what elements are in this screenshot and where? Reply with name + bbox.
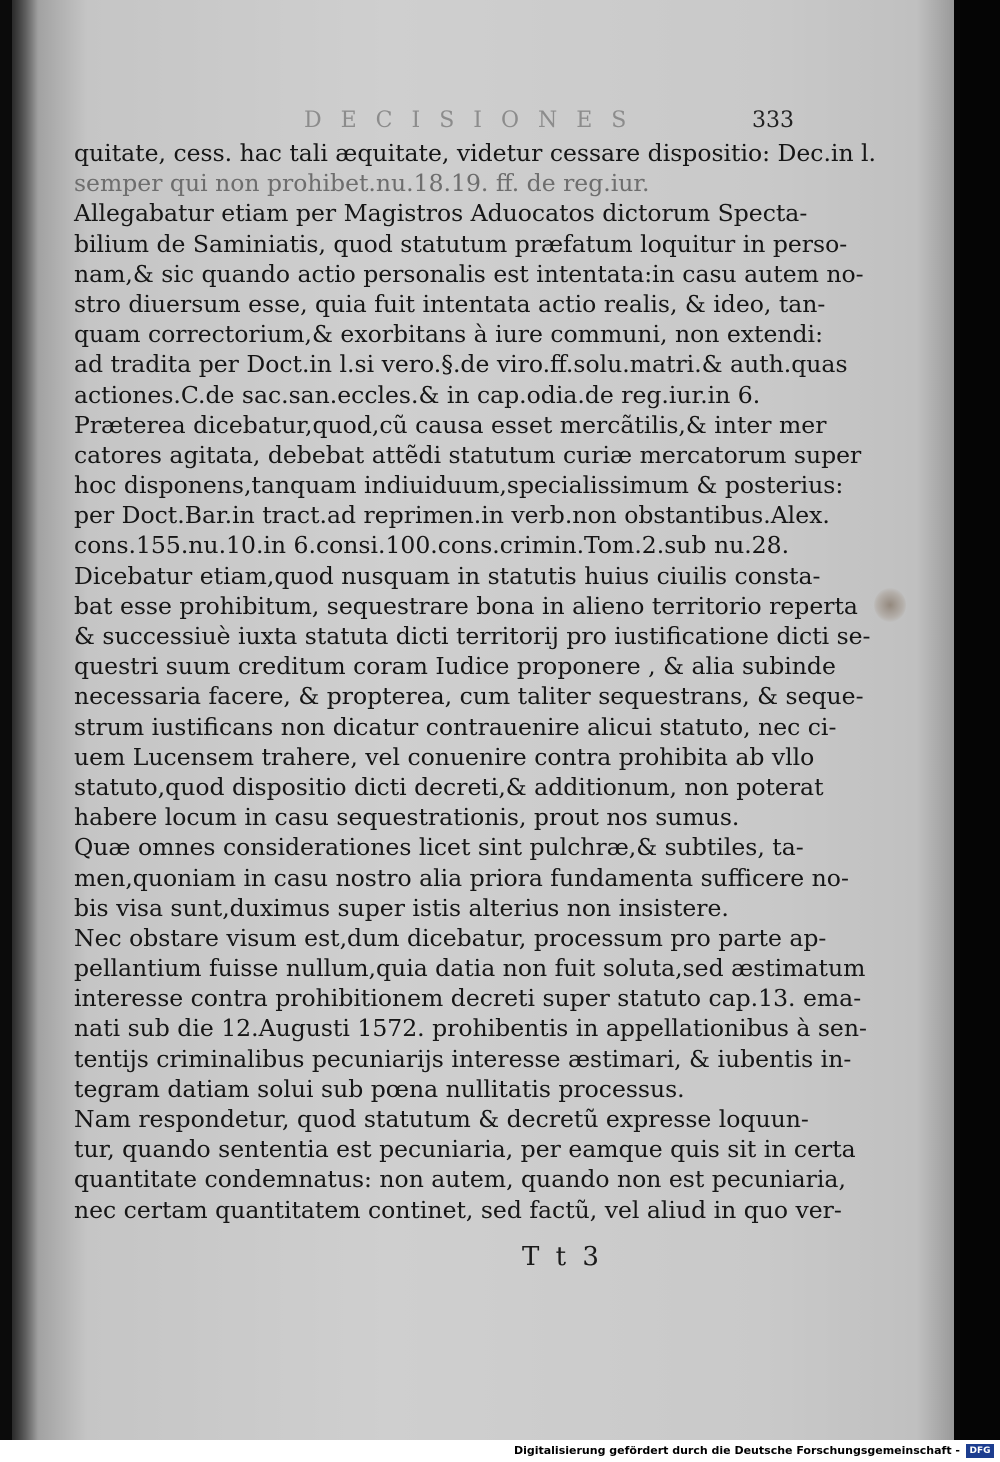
- text-line: Dicebatur etiam,quod nusquam in statutis huius ciuilis consta-: [74, 561, 821, 590]
- text-line: nam,& sic quando actio personalis est intentata:in casu autem no-: [74, 259, 864, 288]
- text-line: pellantium fuisse nullum,quia datia non fuit soluta,sed æstimatum: [74, 954, 866, 983]
- text-line: & successiuè iuxta statuta dicti territorij pro iustificatione dicti se-: [74, 622, 871, 650]
- text-line: hoc disponens,tanquam indiuiduum,specialissimum & posterius:: [74, 471, 844, 500]
- text-line: Nam respondetur, quod statutum & decretũ expresse loquun-: [74, 1105, 809, 1133]
- page-number: 333: [752, 108, 794, 133]
- text-line: semper qui non prohibet.nu.18.19. ff. de reg.iur.: [74, 169, 650, 198]
- text-line: Allegabatur etiam per Magistros Aduocatos dictorum Specta-: [74, 199, 808, 228]
- text-line: men,quoniam in casu nostro alia priora fundamenta sufficere no-: [74, 863, 849, 892]
- text-line: interesse contra prohibitionem decreti super statuto cap.13. ema-: [74, 984, 862, 1013]
- text-line: Quæ omnes considerationes licet sint pulchræ,& subtiles, ta-: [74, 833, 804, 862]
- text-line: cons.155.nu.10.in 6.consi.100.cons.crimin.Tom.2.sub nu.28.: [74, 531, 790, 560]
- text-line: stro diuersum esse, quia fuit intentata actio realis, & ideo, tan-: [74, 289, 826, 318]
- text-line: nec certam quantitatem continet, sed factũ, vel aliud in quo ver-: [74, 1195, 842, 1224]
- scanner-edge: [954, 0, 1000, 1440]
- credit-text: Digitalisierung gefördert durch die Deutsche Forschungsgemeinschaft -: [513, 1444, 960, 1457]
- page-header: [74, 108, 794, 138]
- text-line: Nec obstare visum est,dum dicebatur, processum pro parte ap-: [74, 923, 827, 952]
- text-line: catores agitata, debebat attẽdi statutum curiæ mercatorum super: [74, 440, 862, 469]
- text-line: per Doct.Bar.in tract.ad reprimen.in verb.non obstantibus.Alex.: [74, 501, 830, 530]
- text-line: strum iustificans non dicatur contrauenire alicui statuto, nec ci-: [74, 712, 837, 741]
- running-title: D E C I S I O N E S: [304, 108, 633, 133]
- text-line: statuto,quod dispositio dicti decreti,& additionum, non poterat: [74, 772, 824, 801]
- text-line: quam correctorium,& exorbitans à iure communi, non extendi:: [74, 320, 823, 349]
- text-line: ad tradita per Doct.in l.si vero.§.de viro.ff.solu.matri.& auth.quas: [74, 350, 848, 379]
- credit-bar: [0, 1440, 1000, 1462]
- paper-stain: [874, 588, 906, 622]
- body-text: [74, 138, 877, 1225]
- text-line: bilium de Saminiatis, quod statutum præfatum loquitur in perso-: [74, 229, 848, 258]
- signature-mark: T t 3: [522, 1242, 603, 1272]
- text-line: tegram datiam solui sub pœna nullitatis processus.: [74, 1074, 685, 1103]
- text-line: habere locum in casu sequestrationis, prout nos sumus.: [74, 803, 740, 832]
- text-line: tentijs criminalibus pecuniarijs interesse æstimari, & iubentis in-: [74, 1044, 852, 1073]
- text-line: uem Lucensem trahere, vel conuenire contra prohibita ab vllo: [74, 742, 815, 771]
- text-line: nati sub die 12.Augusti 1572. prohibentis in appellationibus à sen-: [74, 1014, 867, 1043]
- text-block: [74, 108, 877, 1225]
- dfg-logo: DFG: [966, 1444, 994, 1458]
- text-line: questri suum creditum coram Iudice proponere , & alia subinde: [74, 652, 836, 681]
- text-line: Præterea dicebatur,quod,cũ causa esset mercãtilis,& inter mer: [74, 410, 827, 439]
- book-page: [12, 0, 954, 1440]
- text-line: tur, quando sententia est pecuniaria, per eamque quis sit in certa: [74, 1135, 856, 1164]
- text-line: quantitate condemnatus: non autem, quando non est pecuniaria,: [74, 1165, 846, 1194]
- gutter-shadow: [12, 0, 38, 1440]
- text-line: bis visa sunt,duximus super istis alterius non insistere.: [74, 893, 729, 922]
- text-line: quitate, cess. hac tali æquitate, videtur cessare dispositio: Dec.in l.: [74, 139, 877, 167]
- text-line: necessaria facere, & propterea, cum taliter sequestrans, & seque-: [74, 682, 864, 711]
- text-line: actiones.C.de sac.san.eccles.& in cap.odia.de reg.iur.in 6.: [74, 380, 761, 409]
- text-line: bat esse prohibitum, sequestrare bona in alieno territorio reperta: [74, 591, 858, 620]
